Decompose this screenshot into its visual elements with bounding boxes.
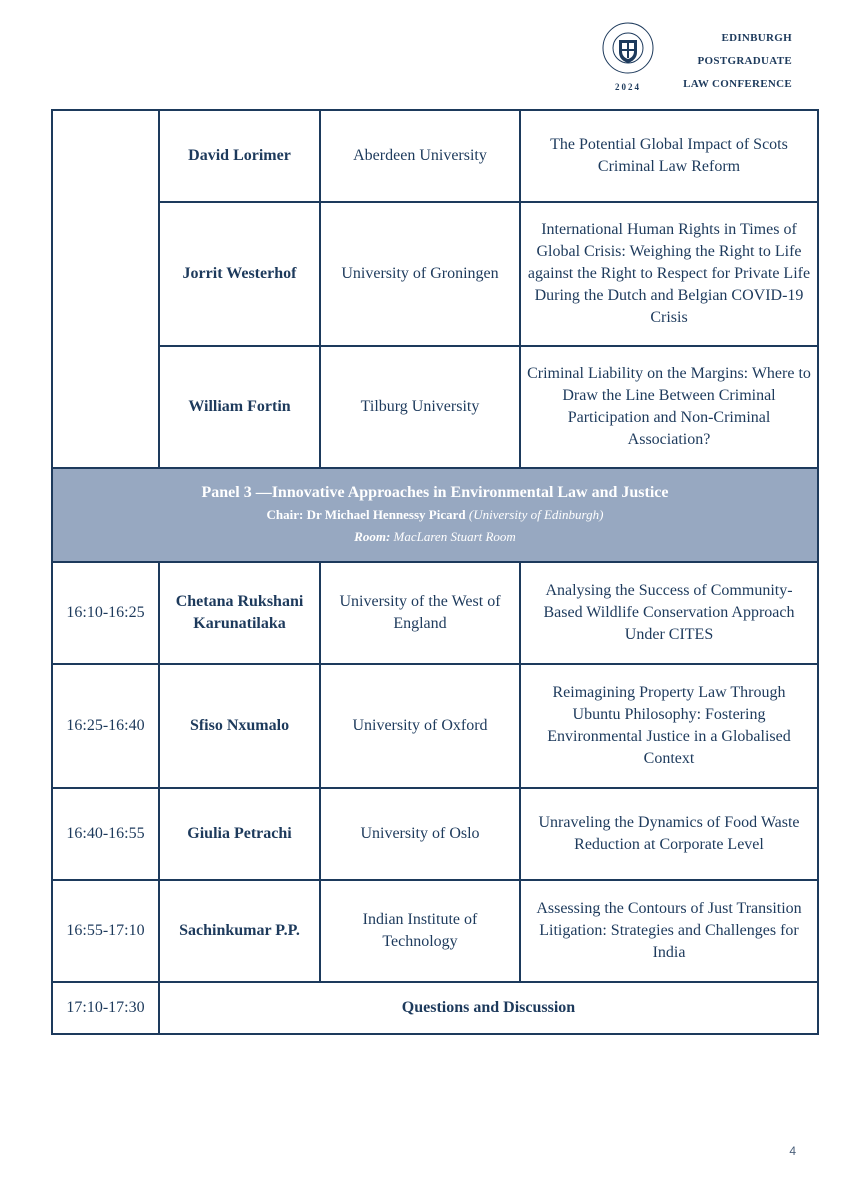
panel-header — [52, 468, 818, 562]
speaker-institution: Tilburg University — [320, 346, 520, 468]
table-row — [52, 664, 818, 788]
speaker-name: David Lorimer — [159, 110, 320, 202]
speaker-name: Sachinkumar P.P. — [159, 880, 320, 982]
speaker-institution: Indian Institute of Technology — [320, 880, 520, 982]
table-row — [52, 110, 818, 202]
speaker-name: Sfiso Nxumalo — [159, 664, 320, 788]
seal-year: 2024 — [615, 82, 641, 92]
panel-header-row — [52, 468, 818, 562]
time-cell: 16:40-16:55 — [52, 788, 159, 880]
speaker-institution: University of Groningen — [320, 202, 520, 346]
table-row — [52, 982, 818, 1034]
paper-title: International Human Rights in Times of Global Crisis: Weighing the Right to Life against the Right to Respect for Private Life During the Dutch and Belgian COVID-19 Crisis — [520, 202, 818, 346]
conference-title — [683, 27, 792, 96]
conference-header — [602, 22, 792, 102]
speaker-name: William Fortin — [159, 346, 320, 468]
time-cell: 16:25-16:40 — [52, 664, 159, 788]
panel-chair-affiliation: (University of Edinburgh) — [468, 507, 604, 522]
panel-room-label: Room: — [354, 529, 391, 544]
table-row — [52, 880, 818, 982]
paper-title: Analysing the Success of Community-Based Wildlife Conservation Approach Under CITES — [520, 562, 818, 664]
speaker-name: Jorrit Westerhof — [159, 202, 320, 346]
panel-title: Panel 3 —Innovative Approaches in Environmental Law and Justice — [201, 484, 669, 501]
panel-room — [59, 526, 811, 548]
speaker-institution: University of the West of England — [320, 562, 520, 664]
speaker-institution: University of Oxford — [320, 664, 520, 788]
table-row — [52, 788, 818, 880]
time-cell: 17:10-17:30 — [52, 982, 159, 1034]
questions-discussion: Questions and Discussion — [159, 982, 818, 1034]
speaker-name: Giulia Petrachi — [159, 788, 320, 880]
schedule-table — [51, 109, 819, 1035]
conference-title-line2: POSTGRADUATE — [697, 55, 792, 67]
table-row — [52, 562, 818, 664]
paper-title: Reimagining Property Law Through Ubuntu Philosophy: Fostering Environmental Justice in a Globalised Context — [520, 664, 818, 788]
table-row — [52, 202, 818, 346]
panel-chair-label: Chair: Dr Michael Hennessy Picard — [266, 507, 466, 522]
conference-title-line1: EDINBURGH — [721, 32, 792, 44]
paper-title: The Potential Global Impact of Scots Criminal Law Reform — [520, 110, 818, 202]
panel-chair — [59, 504, 811, 526]
paper-title: Criminal Liability on the Margins: Where to Draw the Line Between Criminal Participation and Non-Criminal Association? — [520, 346, 818, 468]
speaker-institution: Aberdeen University — [320, 110, 520, 202]
speaker-name: Chetana Rukshani Karunatilaka — [159, 562, 320, 664]
time-cell: 16:10-16:25 — [52, 562, 159, 664]
time-cell: 16:55-17:10 — [52, 880, 159, 982]
table-row — [52, 346, 818, 468]
page-number: 4 — [789, 1144, 796, 1158]
time-cell — [52, 110, 159, 468]
speaker-institution: University of Oslo — [320, 788, 520, 880]
paper-title: Assessing the Contours of Just Transition Litigation: Strategies and Challenges for India — [520, 880, 818, 982]
panel-room-name: MacLaren Stuart Room — [393, 529, 516, 544]
paper-title: Unraveling the Dynamics of Food Waste Reduction at Corporate Level — [520, 788, 818, 880]
conference-title-line3: LAW CONFERENCE — [683, 78, 792, 90]
university-seal-icon — [602, 22, 654, 74]
